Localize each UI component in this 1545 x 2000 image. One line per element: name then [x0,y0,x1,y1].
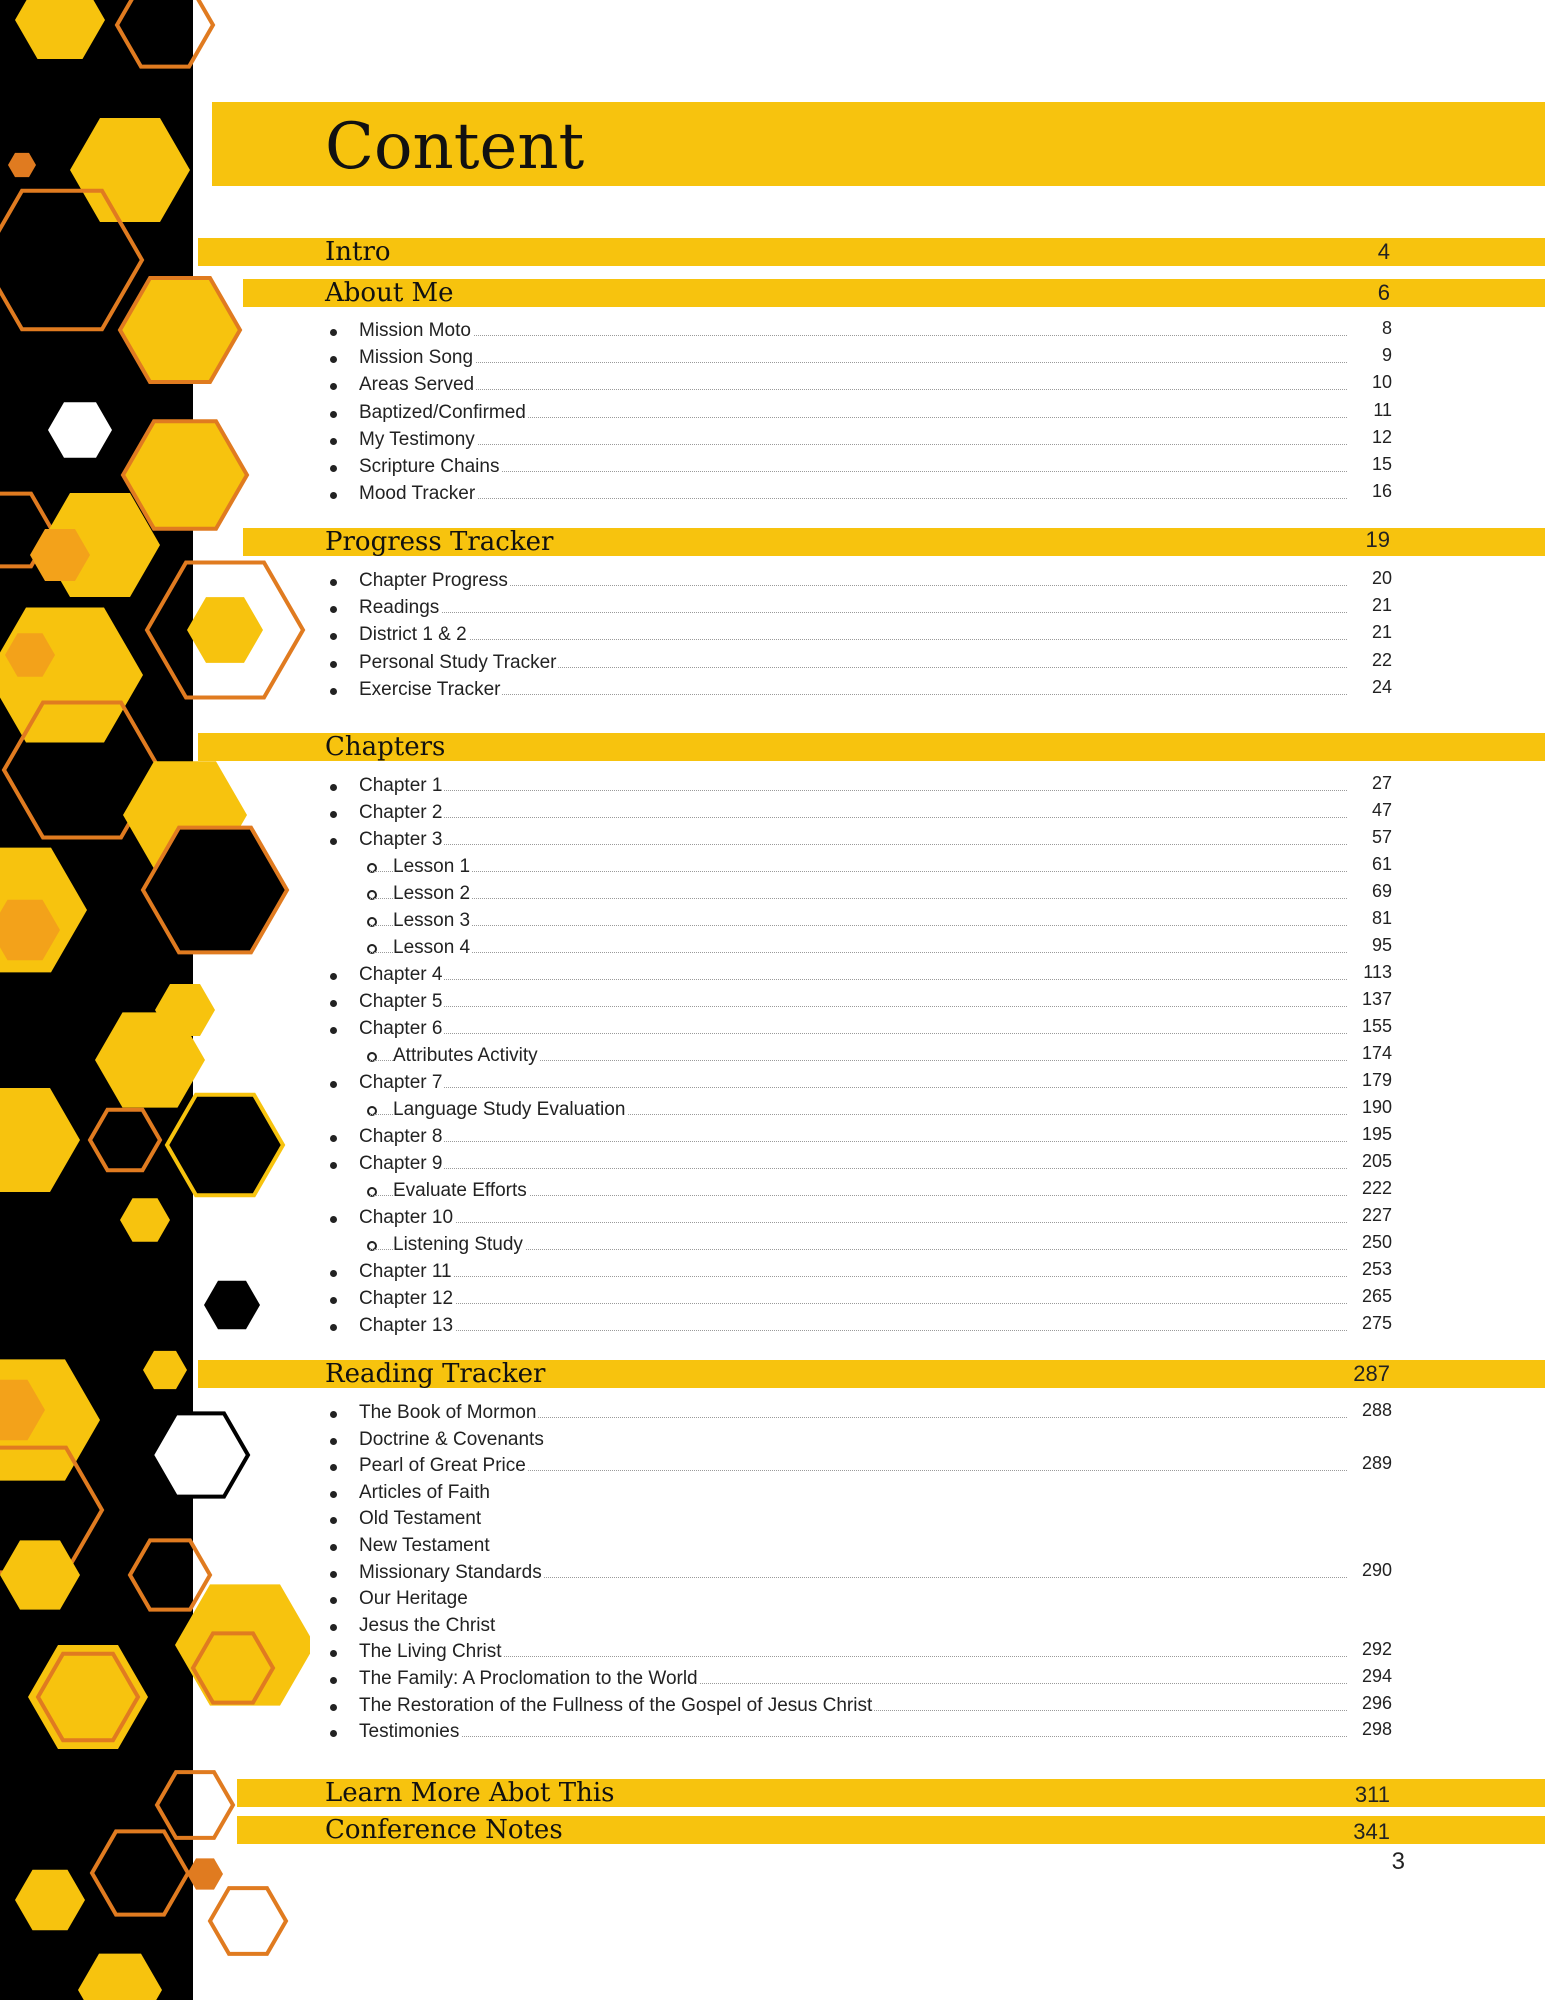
toc-entry-label: District 1 & 2 [359,622,469,648]
toc-entry-label: Lesson 3 [393,908,472,934]
dot-leader [370,1033,1347,1034]
hexagon-shape [210,1888,286,1954]
bullet-icon [330,1216,337,1223]
toc-entry[interactable] [330,1480,1347,1506]
toc-entry-label: My Testimony [359,427,477,453]
section-conference-notes-label[interactable]: Conference Notes [325,1815,563,1845]
toc-entry-label: Mood Tracker [359,481,477,507]
section-intro-page: 4 [1377,239,1390,264]
toc-entry-label: Doctrine & Covenants [359,1427,546,1453]
toc-entry-page: 20 [1371,568,1392,588]
toc-entry-label: Lesson 2 [393,881,472,907]
toc-entry-page: 16 [1371,481,1392,502]
toc-entry[interactable] [330,1506,1347,1532]
toc-entry-page: 69 [1371,881,1392,901]
dot-leader [370,1656,1347,1657]
toc-entry-page: 61 [1371,854,1392,874]
toc-entry-page: 8 [1381,318,1392,338]
hexagon-shape [187,597,263,663]
dot-leader [370,1141,1347,1142]
toc-entry-label: Listening Study [393,1232,525,1258]
toc-entry[interactable] [330,1178,1392,1204]
toc-entry[interactable] [330,1124,1392,1150]
bullet-icon [330,838,337,845]
toc-entry-page: 174 [1361,1043,1392,1063]
toc-entry-page: 222 [1361,1178,1392,1198]
toc-entry-page: 22 [1371,649,1392,670]
dot-leader [370,790,1347,791]
bullet-icon [330,1730,337,1737]
bullet-icon [330,579,337,586]
toc-entry[interactable] [330,399,1392,426]
toc-entry[interactable] [330,1286,1392,1312]
toc-entry-page: 15 [1371,454,1392,474]
toc-entry[interactable] [330,908,1392,934]
toc-entry-label: Articles of Faith [359,1480,492,1506]
toc-entry-page: 205 [1361,1151,1392,1171]
toc-entry-label: The Book of Mormon [359,1400,538,1426]
toc-entry-label: Readings [359,595,441,621]
toc-entry-label: Chapter 10 [359,1205,455,1231]
page-number: 3 [1391,1848,1405,1875]
dot-leader [370,1330,1347,1331]
toc-entry-label: Chapter 8 [359,1124,444,1150]
dot-leader [370,1303,1347,1304]
toc-entry-page: 275 [1361,1313,1392,1333]
bullet-icon [330,1297,337,1304]
bullet-icon [330,1081,337,1088]
toc-entry[interactable] [330,1639,1392,1665]
toc-entry-label: Testimonies [359,1719,461,1745]
toc-entry-page: 137 [1361,989,1392,1009]
toc-entry-label: Chapter 1 [359,773,444,799]
bullet-icon [330,1571,337,1578]
bullet-icon [330,411,337,418]
toc-entry[interactable] [330,676,1392,703]
toc-entry[interactable] [330,345,1392,371]
toc-entry-label: Chapter Progress [359,568,510,594]
bullet-icon [330,1000,337,1007]
bullet-icon [330,1677,337,1684]
bullet-icon [330,1411,337,1418]
toc-entry-label: Baptized/Confirmed [359,400,528,426]
section-reading-tracker-page: 287 [1353,1361,1390,1386]
bullet-icon [330,784,337,791]
toc-entry[interactable] [330,1232,1392,1258]
toc-entry[interactable] [330,1097,1392,1123]
bullet-icon [330,438,337,445]
toc-entry[interactable] [330,622,1392,648]
bullet-icon [330,606,337,613]
bullet-icon [330,329,337,336]
dot-leader [370,817,1347,818]
toc-entry[interactable] [330,1427,1347,1453]
toc-entry-page: 265 [1361,1286,1392,1306]
toc-entry-page: 81 [1371,908,1392,928]
dot-leader [370,389,1347,390]
toc-entry-page: 190 [1361,1097,1392,1117]
toc-entry[interactable] [330,1559,1392,1586]
dot-leader [370,871,1347,872]
toc-entry-label: Personal Study Tracker [359,650,558,676]
dot-leader [370,1087,1347,1088]
toc-entry-label: Scripture Chains [359,454,501,480]
dot-leader [370,612,1347,613]
toc-entry-label: Our Heritage [359,1586,470,1612]
bullet-icon [330,1704,337,1711]
toc-entry-page: 195 [1361,1124,1392,1144]
toc-entry-page: 27 [1371,773,1392,793]
toc-entry[interactable] [330,372,1392,398]
toc-entry-label: Chapter 13 [359,1313,455,1339]
toc-entry[interactable] [330,962,1392,988]
toc-entry-page: 298 [1361,1719,1392,1740]
toc-entry[interactable] [330,454,1392,480]
bullet-icon [330,688,337,695]
dot-leader [370,444,1347,445]
dot-leader [370,844,1347,845]
toc-entry-page: 113 [1363,962,1392,982]
toc-entry-label: Areas Served [359,372,476,398]
toc-entry[interactable] [330,426,1392,453]
bullet-icon [330,1027,337,1034]
bullet-icon [330,1162,337,1169]
bullet-icon [330,465,337,472]
toc-entry[interactable] [330,481,1392,507]
toc-entry-label: Jesus the Christ [359,1613,497,1639]
bullet-icon [330,1650,337,1657]
dot-leader [370,1736,1347,1737]
bullet-icon [330,492,337,499]
dot-leader [370,1222,1347,1223]
toc-entry-page: 294 [1361,1666,1392,1686]
toc-entry-label: Chapter 4 [359,962,444,988]
section-progress-tracker-page: 19 [1365,527,1390,552]
bullet-icon [330,633,337,640]
toc-entry[interactable] [330,854,1392,880]
toc-entry[interactable] [330,1719,1392,1745]
toc-entry-label: The Restoration of the Fullness of the Gospel of Jesus Christ [359,1693,874,1719]
section-reading-tracker-label[interactable]: Reading Tracker [325,1359,546,1389]
toc-entry-page: 292 [1361,1639,1392,1660]
toc-entry-page: 21 [1371,622,1392,643]
bullet-icon [330,1324,337,1331]
toc-entry-page: 11 [1373,399,1392,420]
toc-entry[interactable] [330,1313,1392,1339]
section-conference-notes-page: 341 [1353,1819,1390,1844]
dot-leader [370,1276,1347,1277]
bullet-icon [330,1464,337,1471]
toc-entry-label: Old Testament [359,1506,483,1532]
section-about-me-label[interactable]: About Me [325,278,454,308]
bullet-icon [330,1624,337,1631]
bullet-icon [330,356,337,363]
toc-entry[interactable] [330,1692,1392,1719]
toc-entry[interactable] [330,1666,1392,1692]
toc-entry[interactable] [330,1453,1392,1479]
toc-entry-label: Pearl of Great Price [359,1453,528,1479]
toc-entry-label: Mission Moto [359,318,473,344]
section-learn-more-label[interactable]: Learn More Abot This [325,1778,615,1808]
toc-entry-label: Missionary Standards [359,1560,544,1586]
toc-entry-page: 289 [1361,1453,1392,1474]
toc-entry[interactable] [330,1070,1392,1096]
dot-leader [370,979,1347,980]
bullet-icon [330,1544,337,1551]
toc-entry-page: 155 [1361,1016,1392,1036]
bullet-icon [330,383,337,390]
toc-entry-page: 290 [1361,1559,1392,1580]
toc-entry[interactable] [330,773,1392,799]
section-learn-more-page: 311 [1354,1782,1390,1807]
toc-entry-page: 9 [1381,345,1392,366]
toc-entry-label: The Family: A Proclomation to the World [359,1666,700,1692]
toc-entry-label: Chapter 3 [359,827,444,853]
toc-entry-page: 24 [1371,676,1392,697]
dot-leader [370,362,1347,363]
toc-entry-label: Chapter 5 [359,989,444,1015]
toc-entry[interactable] [330,827,1392,853]
toc-entry[interactable] [330,935,1392,961]
toc-entry-page: 47 [1371,800,1392,820]
toc-entry-page: 12 [1371,426,1392,447]
toc-entry-page: 288 [1361,1400,1392,1420]
bullet-icon [330,1135,337,1142]
toc-entry-label: Chapter 12 [359,1286,455,1312]
toc-entry-page: 227 [1361,1205,1392,1225]
dot-leader [370,898,1347,899]
toc-entry[interactable] [330,1400,1392,1426]
toc-entry-label: Chapter 2 [359,800,444,826]
toc-entry-label: Lesson 4 [393,935,472,961]
dot-leader [370,639,1347,640]
toc-entry-label: Chapter 6 [359,1016,444,1042]
section-chapters-label[interactable]: Chapters [325,732,446,762]
toc-entry[interactable] [330,989,1392,1015]
toc-entry-label: Chapter 7 [359,1070,444,1096]
toc-entry[interactable] [330,595,1392,621]
toc-entry-page: 21 [1371,595,1392,616]
toc-entry[interactable] [330,1043,1392,1069]
toc-entry-label: Language Study Evaluation [393,1097,627,1123]
toc-entry-page: 296 [1361,1692,1392,1713]
toc-entry[interactable] [330,1205,1392,1231]
dot-leader [370,1168,1347,1169]
toc-entry-label: Exercise Tracker [359,677,502,703]
toc-entry-label: The Living Christ [359,1639,504,1665]
toc-entry[interactable] [330,881,1392,907]
bullet-icon [330,811,337,818]
bullet-icon [330,1597,337,1604]
toc-entry[interactable] [330,1016,1392,1042]
toc-entry-page: 95 [1371,935,1392,955]
dot-leader [370,952,1347,953]
toc-entry-label: Chapter 11 [359,1259,454,1285]
bullet-icon [330,661,337,668]
toc-entry-label: Evaluate Efforts [393,1178,529,1204]
toc-entry[interactable] [330,1586,1347,1612]
toc-entry-label: Chapter 9 [359,1151,444,1177]
dot-leader [370,1006,1347,1007]
section-band-intro [198,238,1545,266]
section-progress-tracker-label[interactable]: Progress Tracker [325,527,554,557]
toc-entry-page: 10 [1371,372,1392,393]
bullet-icon [330,1491,337,1498]
toc-entry[interactable] [330,568,1392,594]
toc-entry-page: 250 [1361,1232,1392,1252]
toc-entry[interactable] [330,1151,1392,1177]
toc-entry[interactable] [330,318,1392,344]
dot-leader [370,585,1347,586]
section-intro-label[interactable]: Intro [325,237,391,267]
dot-leader [370,471,1347,472]
toc-entry-label: New Testament [359,1533,492,1559]
toc-entry-page: 179 [1361,1070,1392,1090]
bullet-icon [330,973,337,980]
dot-leader [370,335,1347,336]
toc-entry[interactable] [330,1533,1347,1559]
hexagon-shape [204,1281,260,1329]
toc-entry-label: Lesson 1 [393,854,472,880]
toc-entry-label: Mission Song [359,345,475,371]
bullet-icon [330,1270,337,1277]
toc-entry[interactable] [330,1259,1392,1285]
dot-leader [370,498,1347,499]
toc-entry[interactable] [330,800,1392,826]
toc-entry-page: 253 [1361,1259,1392,1279]
section-about-me-page: 6 [1377,280,1390,305]
toc-entry[interactable] [330,1613,1347,1639]
bullet-icon [330,1438,337,1445]
toc-entry[interactable] [330,649,1392,676]
toc-entry-label: Attributes Activity [393,1043,540,1069]
dot-leader [370,694,1347,695]
dot-leader [370,925,1347,926]
bullet-icon [330,1517,337,1524]
toc-entry-page: 57 [1371,827,1392,847]
page-title: Content [325,110,585,184]
